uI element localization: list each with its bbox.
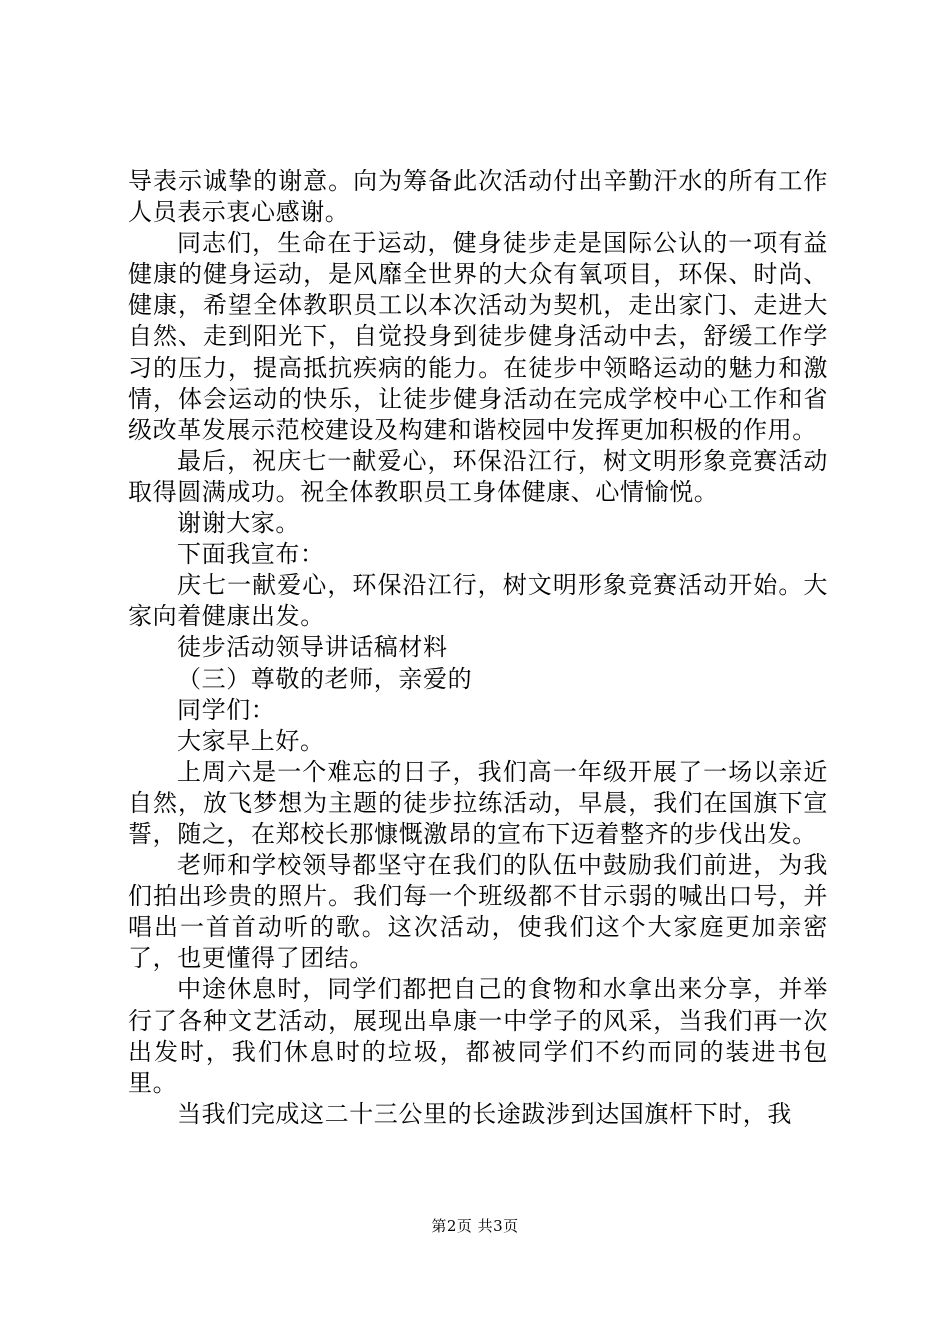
document-body (128, 166, 828, 1130)
paragraph: 上周六是一个难忘的日子，我们高一年级开展了一场以亲近自然，放飞梦想为主题的徒步拉练活动，早晨，我们在国旗下宣誓，随之，在郑校长那慷慨激昂的宣布下迈着整齐的步伐出发。 (128, 757, 828, 848)
paragraph: 当我们完成这二十三公里的长途跋涉到达国旗杆下时，我 (177, 1099, 792, 1128)
paragraph: 庆七一献爱心，环保沿江行，树文明形象竞赛活动开始。大家向着健康出发。 (128, 571, 828, 631)
paragraph: 大家早上好。 (177, 726, 325, 755)
paragraph: 最后，祝庆七一献爱心，环保沿江行，树文明形象竞赛活动取得圆满成功。祝全体教职员工身体健康、心情愉悦。 (128, 446, 828, 506)
paragraph: 老师和学校领导都坚守在我们的队伍中鼓励我们前进，为我们拍出珍贵的照片。我们每一个班级都不甘示弱的喊出口号，并唱出一首首动听的歌。这次活动，使我们这个大家庭更加亲密了，也更懂得了团结。 (128, 851, 828, 973)
paragraph: 中途休息时，同学们都把自己的食物和水拿出来分享，并举行了各种文艺活动，展现出阜康一中学子的风采，当我们再一次出发时，我们休息时的垃圾，都被同学们不约而同的装进书包里。 (128, 975, 828, 1097)
paragraph: 下面我宣布： (177, 540, 325, 569)
paragraph: 同学们： (177, 695, 276, 724)
paragraph: 徒步活动领导讲话稿材料 (177, 633, 448, 662)
paragraph: 同志们，生命在于运动，健身徒步走是国际公认的一项有益健康的健身运动，是风靡全世界的大众有氧项目，环保、时尚、健康，希望全体教职员工以本次活动为契机，走出家门、走进大自然、走到阳光下，自觉投身到徒步健身活动中去，舒缓工作学习的压力，提高抵抗疾病的能力。在徒步中领略运动的魅力和激情，体会运动的快乐，让徒步健身活动在完成学校中心工作和省级改革发展示范校建设及构建和谐校园中发挥更加积极的作用。 (128, 229, 828, 444)
page-number-footer: 第2页 共3页 (431, 1217, 519, 1235)
paragraph: 导表示诚挚的谢意。向为筹备此次活动付出辛勤汗水的所有工作人员表示衷心感谢。 (128, 167, 828, 227)
paragraph: 谢谢大家。 (177, 509, 300, 538)
paragraph: （三）尊敬的老师，亲爱的 (177, 664, 473, 693)
